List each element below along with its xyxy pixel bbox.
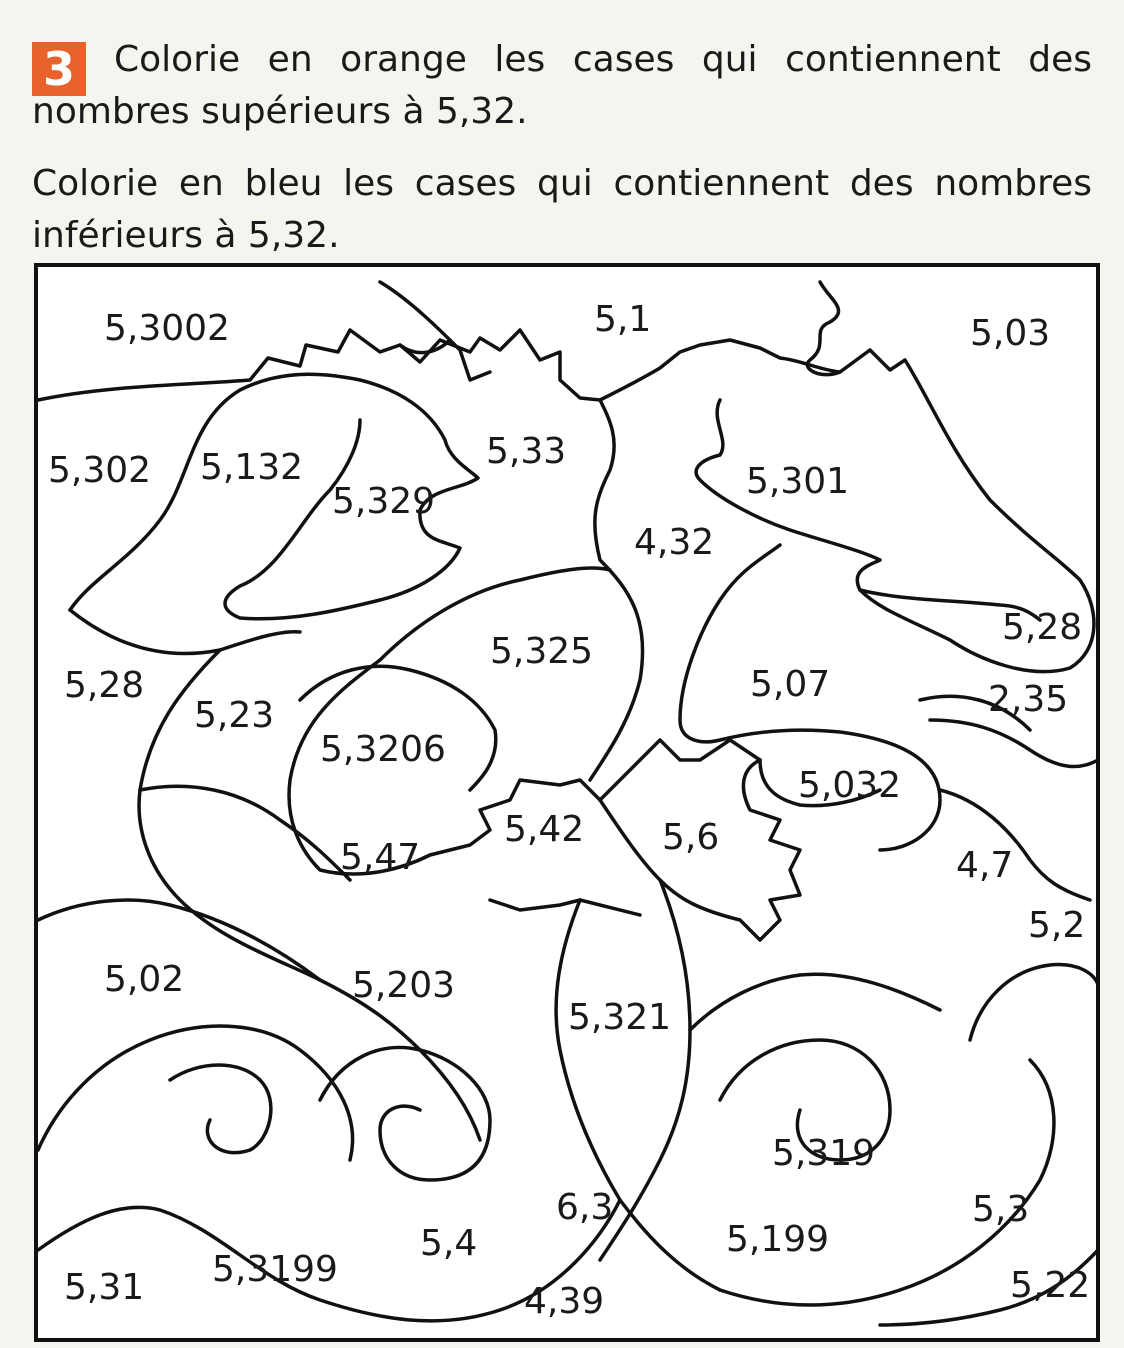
cell-label: 5,2	[1028, 905, 1086, 946]
cell-label: 5,42	[504, 809, 585, 850]
cell-label: 5,03	[970, 313, 1051, 354]
cell-label: 6,3	[556, 1187, 614, 1228]
cell-label: 4,39	[524, 1281, 605, 1322]
cell-label: 5,07	[750, 664, 831, 705]
cell-label: 5,28	[64, 665, 145, 706]
exercise-number-badge: 3	[32, 42, 86, 96]
cell-label: 5,31	[64, 1267, 145, 1308]
cell-label: 5,22	[1010, 1265, 1091, 1306]
instruction-orange: Colorie en orange les cases qui contiennent des nombres supérieurs à 5,32.	[32, 39, 1092, 132]
cell-label: 5,203	[352, 965, 456, 1006]
cell-label: 5,6	[662, 817, 720, 858]
cell-label: 5,28	[1002, 607, 1083, 648]
cell-label: 4,32	[634, 522, 715, 563]
cell-label: 5,132	[200, 447, 304, 488]
cell-label: 5,321	[568, 997, 672, 1038]
cell-label: 4,7	[956, 845, 1014, 886]
cell-label: 2,35	[988, 679, 1069, 720]
cell-label: 5,3002	[104, 308, 230, 349]
instruction-blue: Colorie en bleu les cases qui contiennent des nombres inférieurs à 5,32.	[32, 163, 1092, 256]
cell-label: 5,23	[194, 695, 275, 736]
cell-label: 5,032	[798, 765, 902, 806]
cell-label: 5,3	[972, 1189, 1030, 1230]
cell-label: 5,325	[490, 631, 594, 672]
cell-label: 5,02	[104, 959, 185, 1000]
cell-label: 5,319	[772, 1133, 876, 1174]
cell-label: 5,302	[48, 450, 152, 491]
cell-label: 5,47	[340, 837, 421, 878]
cell-label: 5,4	[420, 1223, 478, 1264]
cell-label: 5,3206	[320, 729, 446, 770]
cell-label: 5,329	[332, 481, 436, 522]
cell-label: 5,199	[726, 1219, 830, 1260]
cell-label: 5,3199	[212, 1249, 338, 1290]
cell-label: 5,1	[594, 299, 652, 340]
cell-label: 5,301	[746, 461, 850, 502]
cell-label: 5,33	[486, 431, 567, 472]
